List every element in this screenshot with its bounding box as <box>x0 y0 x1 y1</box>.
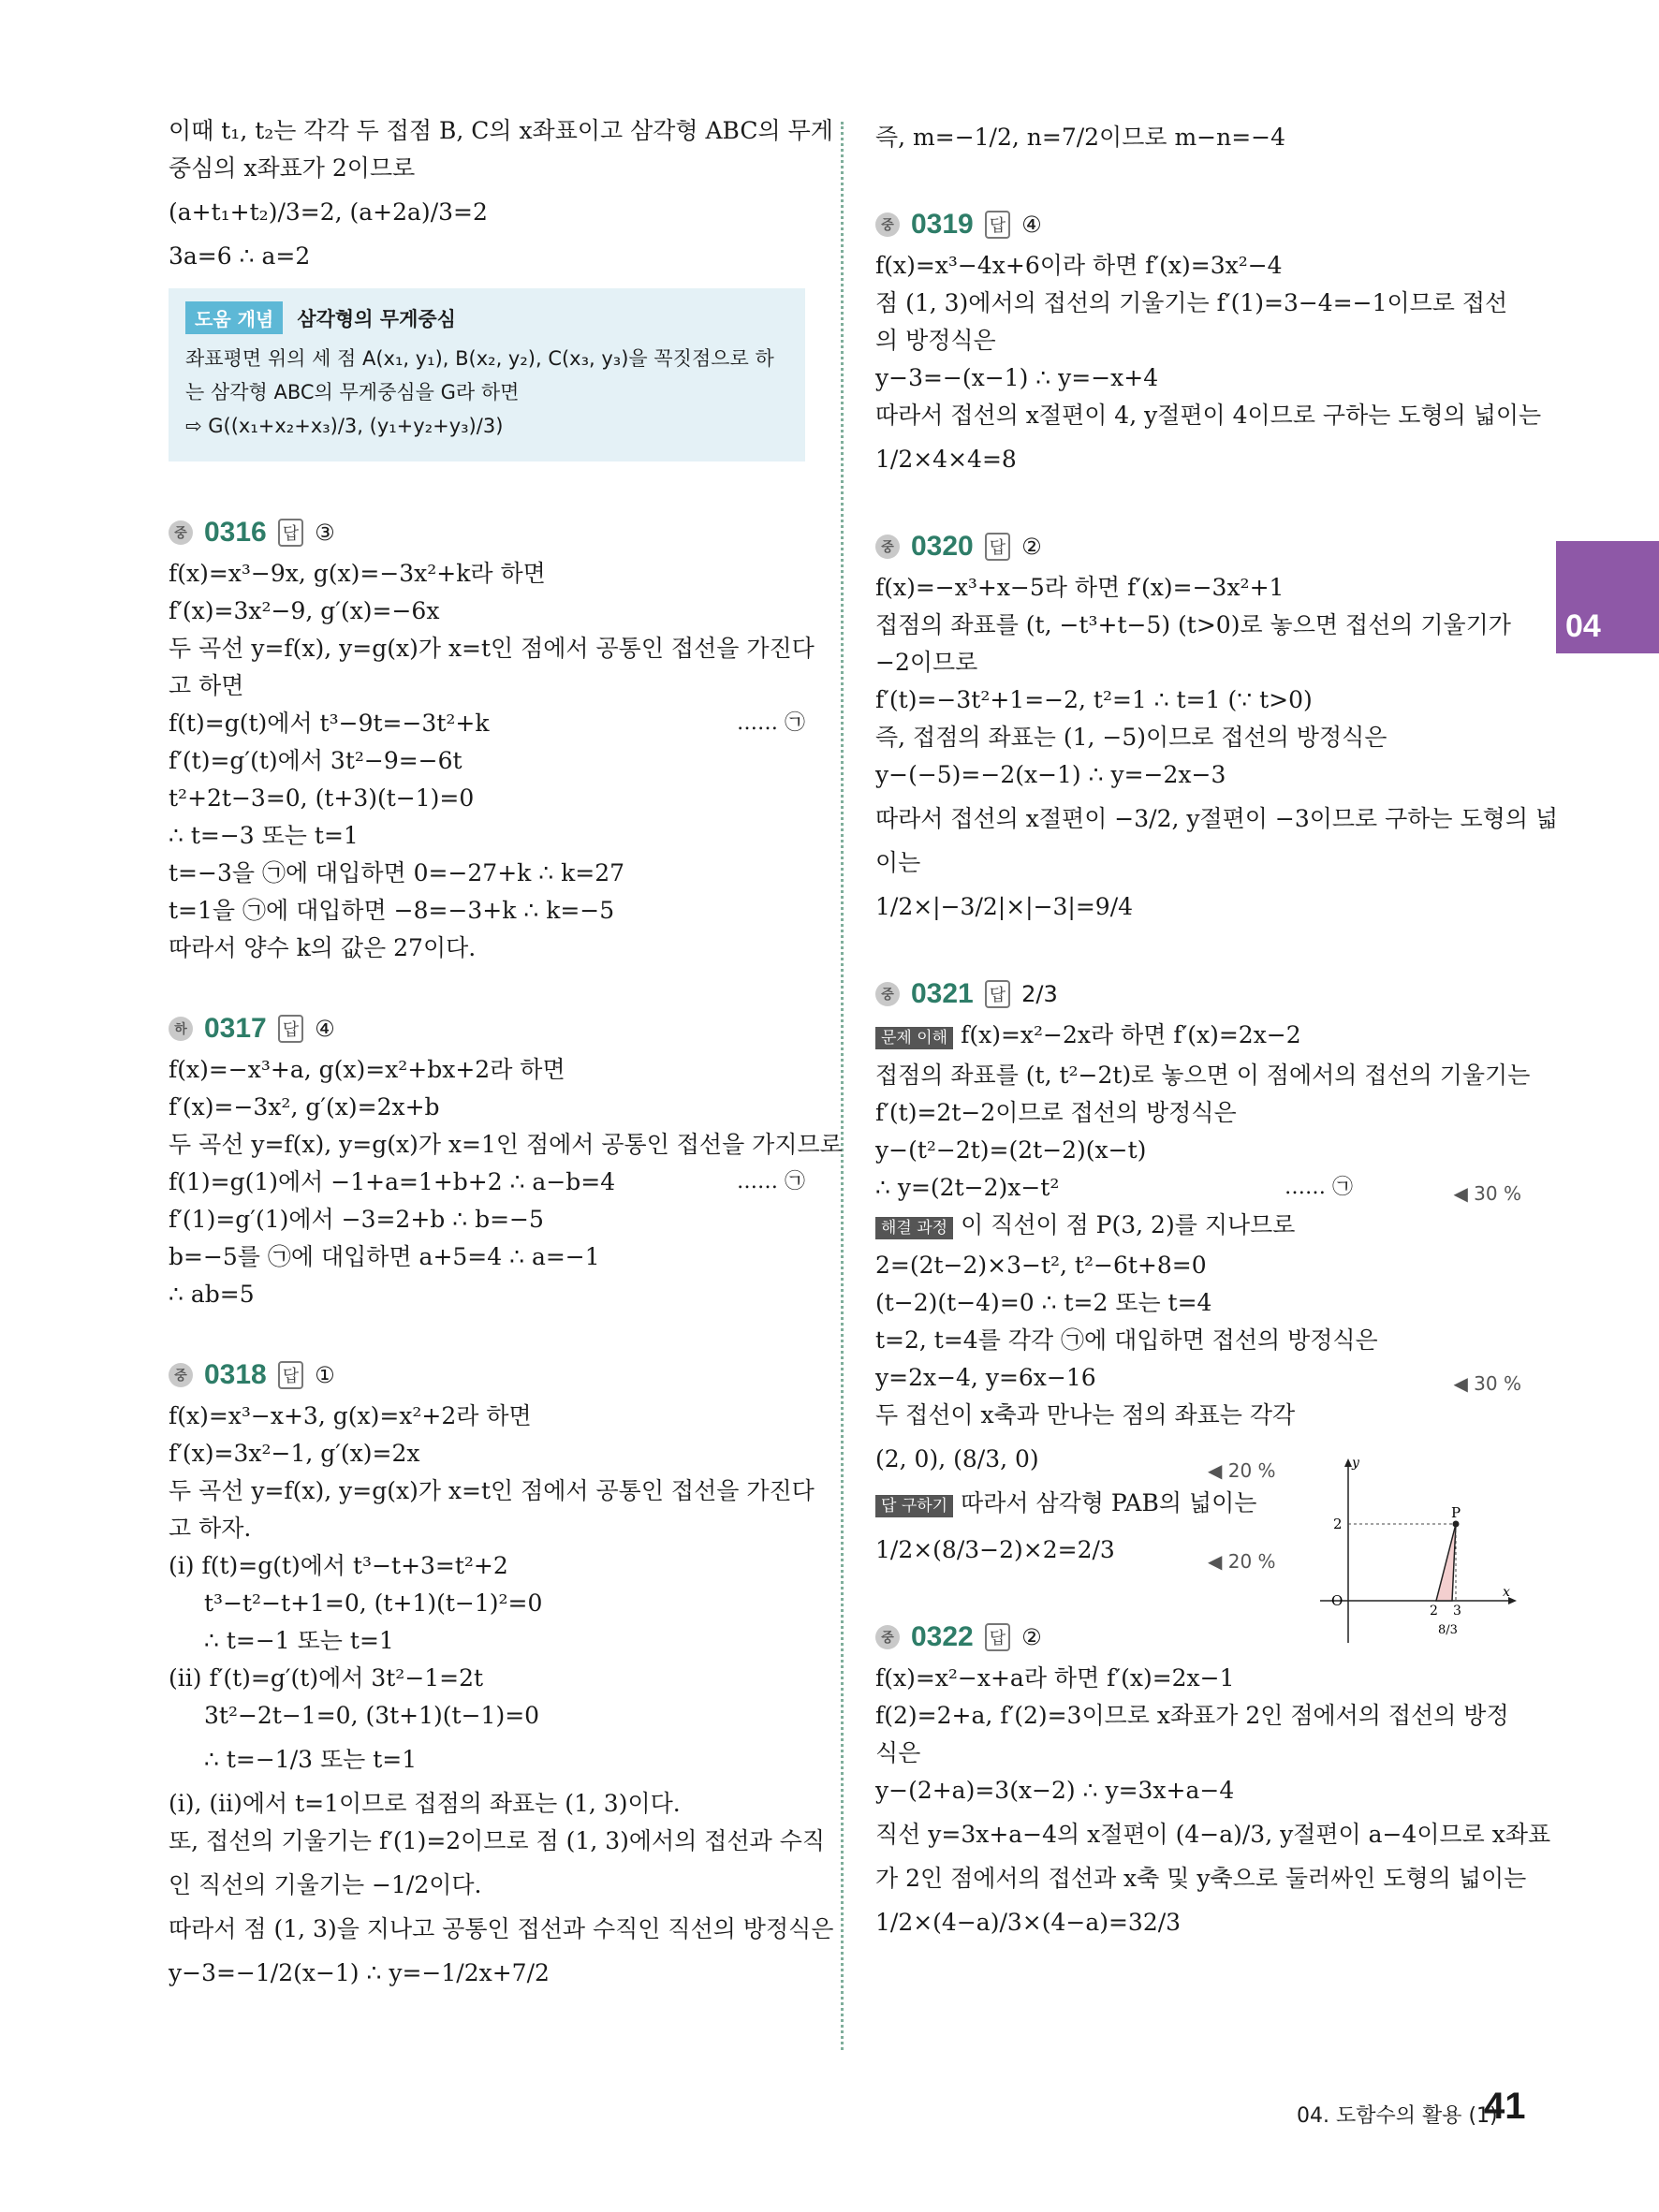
answer-tag: 답 <box>985 533 1010 561</box>
text-line: (ii) f′(t)=g′(t)에서 3t²−1=2t <box>169 1664 484 1692</box>
text-line <box>875 1169 1521 1207</box>
text-line: (i) f(t)=g(t)에서 t³−t+3=t²+2 <box>169 1552 508 1579</box>
text-line: 따라서 접선의 x절편이 4, y절편이 4이므로 구하는 도형의 넓이는 <box>875 402 1542 429</box>
text-line: f(x)=−x³+a, g(x)=x²+bx+2라 하면 <box>169 1056 565 1083</box>
point-label: P <box>1451 1504 1461 1521</box>
equation: (2, 0), (8/3, 0) <box>875 1445 1039 1472</box>
problem-number: 0320 <box>911 531 974 562</box>
text-line: t=2, t=4를 각각 ㉠에 대입하면 접선의 방정식은 <box>875 1326 1378 1354</box>
concept-line: ⇨ G((x₁+x₂+x₃)/3, (y₁+y₂+y₃)/3) <box>185 415 504 437</box>
problem-number: 0317 <box>204 1013 267 1044</box>
answer-tag: 답 <box>985 211 1010 239</box>
y-axis-arrow <box>1344 1458 1352 1467</box>
text-line: 따라서 점 (1, 3)을 지나고 공통인 접선과 수직인 직선의 방정식은 <box>169 1915 834 1942</box>
equation: f(1)=g(1)에서 −1+a=1+b+2 ∴ a−b=4 <box>169 1168 616 1195</box>
text-line: 이는 <box>875 849 921 876</box>
text-line: f(x)=−x³+x−5라 하면 f′(x)=−3x²+1 <box>875 574 1285 601</box>
text-line: 가 2인 점에서의 접선과 x축 및 y축으로 둘러싸인 도형의 넓이는 <box>875 1865 1527 1892</box>
text-line <box>875 1359 1521 1397</box>
text-line: 식은 <box>875 1739 921 1766</box>
text-line: y−3=−1/2(x−1) ∴ y=−1/2x+7/2 <box>169 1959 550 1986</box>
level-badge: 중 <box>169 520 193 545</box>
percent-label: ◀ 30 % <box>1453 1372 1521 1395</box>
equation: f(t)=g(t)에서 t³−9t=−3t²+k <box>169 710 490 737</box>
problem-number: 0318 <box>204 1359 267 1390</box>
text-line: f′(t)=2t−2이므로 접선의 방정식은 <box>875 1099 1237 1126</box>
equation: ∴ y=(2t−2)x−t² <box>875 1174 1060 1201</box>
text-line: 의 방정식은 <box>875 327 996 354</box>
text-line: 두 곡선 y=f(x), y=g(x)가 x=1인 점에서 공통인 접선을 가지므로 <box>169 1131 843 1158</box>
left-column <box>169 112 843 1999</box>
text-line: (t−2)(t−4)=0 ∴ t=2 또는 t=4 <box>875 1289 1212 1316</box>
text-line: f′(x)=−3x², g′(x)=2x+b <box>169 1093 440 1121</box>
text-line: 이때 t₁, t₂는 각각 두 접점 B, C의 x좌표이고 삼각형 ABC의 무게 <box>169 117 833 144</box>
text-line: 1/2×|−3/2|×|−3|=9/4 <box>875 893 1134 920</box>
text-line: 직선 y=3x+a−4의 x절편이 (4−a)/3, y절편이 a−4이므로 x좌표 <box>875 1821 1551 1848</box>
equation-marker: …… ㉠ <box>737 1170 805 1194</box>
right-column <box>875 112 1559 1948</box>
text-line <box>875 1207 1521 1247</box>
problem-number: 0319 <box>911 209 974 240</box>
concept-tag: 도움 개념 <box>185 301 283 334</box>
answer-tag: 답 <box>985 980 1010 1008</box>
text-line: 중심의 x좌표가 2이므로 <box>169 154 416 182</box>
text-line: 1/2×4×4=8 <box>875 446 1017 473</box>
x-tick: 3 <box>1453 1604 1461 1619</box>
text-line: 두 곡선 y=f(x), y=g(x)가 x=t인 점에서 공통인 접선을 가진다 <box>169 1477 815 1504</box>
column-divider <box>841 122 844 2050</box>
percent-label: ◀ 20 % <box>1208 1550 1276 1573</box>
level-badge: 중 <box>875 982 900 1006</box>
footer-chapter: 04. 도함수의 활용 (1) <box>1297 2104 1498 2128</box>
x-label: x <box>1503 1585 1510 1600</box>
text-line: ∴ t=−1 또는 t=1 <box>204 1627 394 1654</box>
text-line: 인 직선의 기울기는 −1/2이다. <box>169 1871 482 1898</box>
answer-tag: 답 <box>278 519 303 547</box>
equation-marker: …… ㉠ <box>737 711 805 735</box>
text-line: t=1을 ㉠에 대입하면 −8=−3+k ∴ k=−5 <box>169 897 615 924</box>
text-line: f(x)=x³−x+3, g(x)=x²+2라 하면 <box>169 1402 532 1429</box>
level-badge: 중 <box>875 212 900 237</box>
text-line: ∴ ab=5 <box>169 1281 255 1308</box>
chapter-tab[interactable] <box>1556 541 1659 653</box>
answer-value: ② <box>1021 534 1042 560</box>
answer-value: ④ <box>1021 212 1042 238</box>
text-line: f(x)=x³−9x, g(x)=−3x²+k라 하면 <box>169 560 546 587</box>
text-line: y−(t²−2t)=(2t−2)(x−t) <box>875 1136 1147 1164</box>
text-line: 3a=6 ∴ a=2 <box>169 242 311 270</box>
text-line: 따라서 양수 k의 값은 27이다. <box>169 934 477 961</box>
problem-header-0321 <box>875 972 1521 1017</box>
text-line: f(x)=x³−4x+6이라 하면 f′(x)=3x²−4 <box>875 252 1283 279</box>
text-line: ∴ t=−1/3 또는 t=1 <box>204 1746 418 1773</box>
triangle-graph <box>1311 1456 1521 1648</box>
problem-number: 0321 <box>911 978 974 1009</box>
answer-value: ④ <box>315 1016 335 1042</box>
equation: 이 직선이 점 P(3, 2)를 지나므로 <box>961 1211 1296 1238</box>
text-line: b=−5를 ㉠에 대입하면 a+5=4 ∴ a=−1 <box>169 1243 600 1270</box>
text-line: −2이므로 <box>875 649 978 676</box>
percent-label: ◀ 30 % <box>1453 1182 1521 1205</box>
concept-line: 좌표평면 위의 세 점 A(x₁, y₁), B(x₂, y₂), C(x₃, y₃)을 꼭짓점으로 하 <box>185 347 774 370</box>
text-line: 즉, 접점의 좌표는 (1, −5)이므로 접선의 방정식은 <box>875 724 1387 751</box>
text-line: 두 곡선 y=f(x), y=g(x)가 x=t인 점에서 공통인 접선을 가진다 <box>169 635 815 662</box>
text-line: 고 하면 <box>169 672 244 699</box>
text-line: (a+t₁+t₂)/3=2, (a+2a)/3=2 <box>169 198 488 226</box>
text-line: 2=(2t−2)×3−t², t²−6t+8=0 <box>875 1252 1207 1279</box>
x-tick: 8/3 <box>1438 1623 1458 1637</box>
answer-value: ① <box>315 1362 335 1388</box>
problem-header-0319 <box>875 202 1521 247</box>
y-tick: 2 <box>1333 1516 1343 1532</box>
problem-header-0317 <box>169 1006 805 1051</box>
text-line <box>875 1017 1521 1057</box>
text-line: 또, 접선의 기울기는 f′(1)=2이므로 점 (1, 3)에서의 접선과 수직 <box>169 1827 825 1854</box>
text-line: 접점의 좌표를 (t, t²−2t)로 놓으면 이 점에서의 접선의 기울기는 <box>875 1062 1531 1089</box>
y-label: y <box>1352 1456 1359 1471</box>
answer-value: 2/3 <box>1021 981 1058 1007</box>
text-line <box>169 705 805 742</box>
concept-box <box>169 288 805 461</box>
equation: f(x)=x²−2x라 하면 f′(x)=2x−2 <box>961 1021 1301 1048</box>
text-line: 접점의 좌표를 (t, −t³+t−5) (t>0)로 놓으면 접선의 기울기가 <box>875 611 1511 638</box>
chapter-tab-label: 04 <box>1565 608 1601 644</box>
origin-label: O <box>1331 1592 1343 1609</box>
concept-title: 삼각형의 무게중심 <box>297 308 456 330</box>
text-line: f(x)=x²−x+a라 하면 f′(x)=2x−1 <box>875 1664 1235 1692</box>
answer-tag: 답 <box>278 1361 303 1389</box>
answer-value: ② <box>1021 1624 1042 1650</box>
text-line: f′(x)=3x²−1, g′(x)=2x <box>169 1440 420 1467</box>
point-p <box>1453 1521 1460 1528</box>
text-line: ∴ t=−3 또는 t=1 <box>169 822 359 849</box>
level-badge: 중 <box>875 1625 900 1649</box>
level-badge: 하 <box>169 1017 193 1041</box>
text-line: 두 접선이 x축과 만나는 점의 좌표는 각각 <box>875 1401 1296 1428</box>
problem-header-0320 <box>875 524 1521 569</box>
level-badge: 중 <box>875 535 900 559</box>
text-line: f′(t)=−3t²+1=−2, t²=1 ∴ t=1 (∵ t>0) <box>875 686 1313 713</box>
problem-number: 0316 <box>204 517 267 548</box>
triangle-pab <box>1436 1524 1456 1601</box>
text-line: f′(x)=3x²−9, g′(x)=−6x <box>169 597 440 624</box>
text-line: 1/2×(4−a)/3×(4−a)=32/3 <box>875 1909 1182 1936</box>
page-number: 41 <box>1484 2086 1526 2127</box>
problem-number: 0322 <box>911 1621 974 1652</box>
text-line: 고 하자. <box>169 1515 252 1542</box>
problem-header-0318 <box>169 1353 805 1398</box>
text-line: t=−3을 ㉠에 대입하면 0=−27+k ∴ k=27 <box>169 859 625 886</box>
text-line: 즉, m=−1/2, n=7/2이므로 m−n=−4 <box>875 124 1286 151</box>
text-line: 점 (1, 3)에서의 접선의 기울기는 f′(1)=3−4=−1이므로 접선 <box>875 289 1508 316</box>
problem-header-0316 <box>169 510 805 555</box>
step-label: 답 구하기 <box>875 1495 953 1517</box>
text-line: t³−t²−t+1=0, (t+1)(t−1)²=0 <box>204 1589 543 1617</box>
text-line: t²+2t−3=0, (t+3)(t−1)=0 <box>169 784 475 812</box>
step-label: 해결 과정 <box>875 1217 953 1239</box>
equation: 따라서 삼각형 PAB의 넓이는 <box>961 1489 1257 1516</box>
percent-label: ◀ 20 % <box>1208 1459 1276 1482</box>
concept-line: 는 삼각형 ABC의 무게중심을 G라 하면 <box>185 381 520 403</box>
text-line: y−(−5)=−2(x−1) ∴ y=−2x−3 <box>875 761 1226 788</box>
text-line: f′(1)=g′(1)에서 −3=2+b ∴ b=−5 <box>169 1206 544 1233</box>
text-line: y−3=−(x−1) ∴ y=−x+4 <box>875 364 1159 391</box>
text-line: 3t²−2t−1=0, (3t+1)(t−1)=0 <box>204 1702 540 1729</box>
step-label: 문제 이해 <box>875 1027 953 1049</box>
text-line: f(2)=2+a, f′(2)=3이므로 x좌표가 2인 점에서의 접선의 방정 <box>875 1702 1509 1729</box>
answer-tag: 답 <box>278 1015 303 1043</box>
answer-value: ③ <box>315 520 335 546</box>
text-line: 따라서 접선의 x절편이 −3/2, y절편이 −3이므로 구하는 도형의 넓 <box>875 805 1559 832</box>
answer-tag: 답 <box>985 1623 1010 1651</box>
equation: 1/2×(8/3−2)×2=2/3 <box>875 1536 1115 1563</box>
x-tick: 2 <box>1430 1604 1438 1619</box>
text-line: f′(t)=g′(t)에서 3t²−9=−6t <box>169 747 462 774</box>
text-line <box>169 1164 805 1201</box>
text-line: y−(2+a)=3(x−2) ∴ y=3x+a−4 <box>875 1777 1235 1804</box>
equation: y=2x−4, y=6x−16 <box>875 1364 1096 1391</box>
equation-marker: …… ㉠ <box>1285 1176 1353 1199</box>
text-line: (i), (ii)에서 t=1이므로 접점의 좌표는 (1, 3)이다. <box>169 1790 681 1817</box>
level-badge: 중 <box>169 1363 193 1387</box>
